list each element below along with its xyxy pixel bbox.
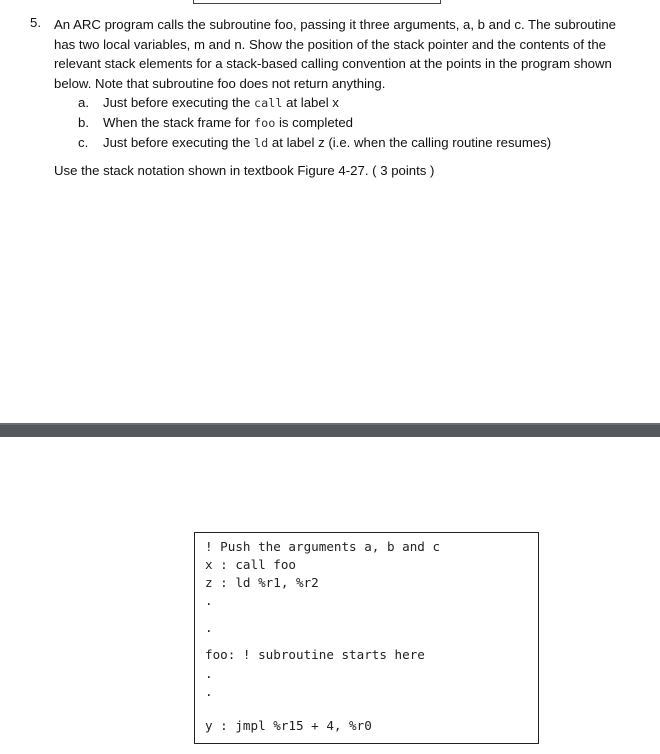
question-text bbox=[54, 15, 634, 93]
code-line: . bbox=[205, 620, 213, 635]
part-label: b. bbox=[78, 115, 89, 130]
code-line: . bbox=[205, 593, 213, 608]
part-c bbox=[78, 133, 551, 153]
code-listing bbox=[194, 532, 539, 744]
question-line: An ARC program calls the subroutine foo, passing it three arguments, a, b and c. The subroutine bbox=[54, 17, 617, 32]
code-line: ! Push the arguments a, b and c bbox=[205, 539, 441, 554]
part-label: a. bbox=[78, 95, 89, 110]
page-divider bbox=[0, 423, 660, 437]
part-code: ld bbox=[254, 136, 269, 150]
part-b bbox=[78, 113, 551, 133]
question-line: relevant stack elements for a stack-based calling convention at the points in the program shown bbox=[54, 56, 612, 71]
code-line: z : ld %r1, %r2 bbox=[205, 575, 319, 590]
code-line: x : call foo bbox=[205, 557, 296, 572]
question-parts bbox=[78, 93, 551, 153]
part-text: Just before executing the bbox=[103, 95, 255, 110]
top-answer-box bbox=[193, 0, 441, 4]
part-text: Just before executing the bbox=[103, 135, 255, 150]
part-a bbox=[78, 93, 551, 113]
code-line: . bbox=[205, 684, 213, 699]
question-number: 5. bbox=[30, 15, 41, 30]
part-text: at label x bbox=[282, 95, 339, 110]
part-text: is completed bbox=[275, 115, 353, 130]
part-text: When the stack frame for bbox=[103, 115, 254, 130]
code-line: foo: ! subroutine starts here bbox=[205, 647, 425, 662]
part-code: call bbox=[254, 96, 283, 110]
question-line: below. Note that subroutine foo does not return anything. bbox=[54, 75, 386, 91]
instruction-note: Use the stack notation shown in textbook Figure 4-27. ( 3 points ) bbox=[54, 163, 435, 178]
question-line: has two local variables, m and n. Show the position of the stack pointer and the contents of the bbox=[54, 36, 607, 52]
part-text: at label z (i.e. when the calling routine resumes) bbox=[268, 135, 552, 150]
code-line: y : jmpl %r15 + 4, %r0 bbox=[205, 718, 372, 733]
code-line: . bbox=[205, 666, 213, 681]
part-code: foo bbox=[253, 116, 276, 130]
part-label: c. bbox=[78, 135, 89, 150]
